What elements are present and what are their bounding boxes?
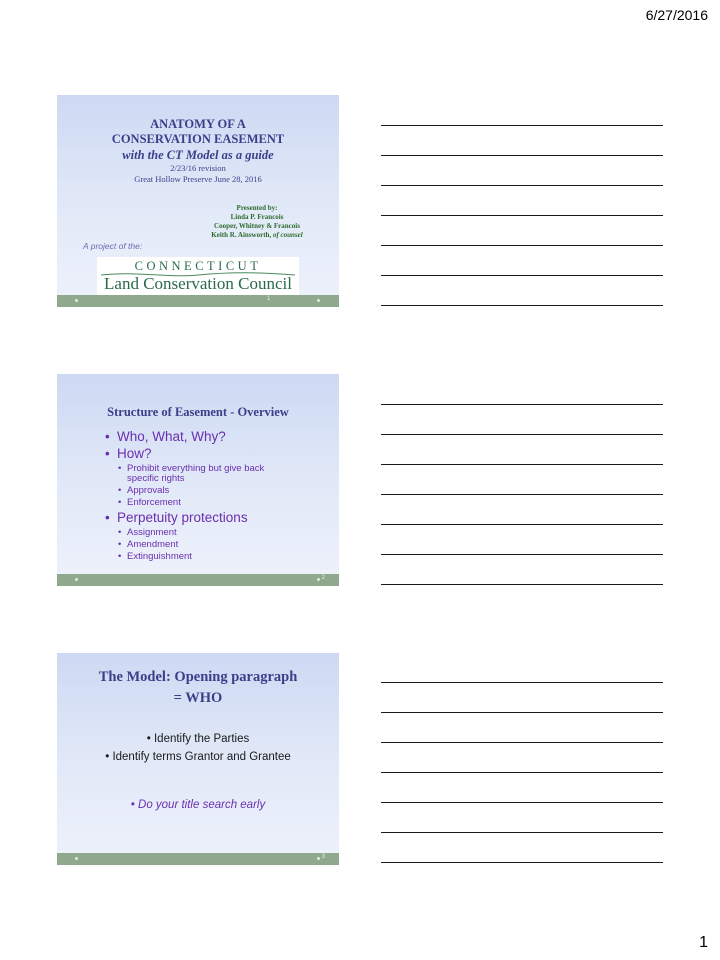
bullet-perpetuity: • Perpetuity protections bbox=[117, 510, 248, 525]
project-of-label: A project of the: bbox=[83, 241, 143, 251]
note-line bbox=[381, 584, 663, 585]
header-date: 6/27/2016 bbox=[645, 7, 708, 23]
slide-2-number: 2 bbox=[321, 575, 325, 581]
slide-3 bbox=[57, 653, 339, 865]
slide-3-bullet-terms-text: Identify terms Grantor and Grantee bbox=[112, 751, 291, 763]
sub-bullet-prohibit: • Prohibit everything but give back specific rights bbox=[127, 464, 277, 484]
sub-bullet-assignment: • Assignment bbox=[127, 528, 177, 538]
note-line bbox=[381, 305, 663, 306]
sub-bullet-amendment: • Amendment bbox=[127, 540, 178, 550]
slide-1-title-line-2: CONSERVATION EASEMENT bbox=[111, 132, 285, 146]
note-line bbox=[381, 245, 663, 246]
slide-3-title-line-2: = WHO bbox=[173, 690, 223, 706]
footer-dot-right bbox=[317, 299, 320, 302]
slide-1-title-line-1: ANATOMY OF A bbox=[150, 117, 246, 131]
sub-bullet-enforcement: • Enforcement bbox=[127, 498, 181, 508]
footer-dot-right bbox=[317, 578, 320, 581]
note-line bbox=[381, 125, 663, 126]
slide-3-bullet-parties: • Identify the Parties bbox=[146, 733, 250, 745]
slide-1-event: Great Hollow Preserve June 28, 2016 bbox=[134, 174, 262, 184]
logo-line-2: Land Conservation Council bbox=[104, 274, 292, 293]
slide-1 bbox=[57, 95, 339, 307]
slide-1-title-line-3: with the CT Model as a guide bbox=[122, 148, 274, 162]
page-number: 1 bbox=[699, 934, 708, 951]
note-line bbox=[381, 185, 663, 186]
slide-3-number: 3 bbox=[321, 854, 325, 860]
slide-1-number: 1 bbox=[267, 296, 271, 302]
note-line bbox=[381, 404, 663, 405]
note-line bbox=[381, 434, 663, 435]
slide-3-title-line-1: The Model: Opening paragraph bbox=[98, 669, 298, 685]
sub-bullet-extinguishment: • Extinguishment bbox=[127, 552, 192, 562]
footer-dot-right bbox=[317, 857, 320, 860]
note-line bbox=[381, 802, 663, 803]
logo-line-1: CONNECTICUT bbox=[134, 259, 262, 273]
slide-2-title: Structure of Easement - Overview bbox=[107, 405, 289, 419]
note-line bbox=[381, 862, 663, 863]
slide-2-footer bbox=[57, 574, 339, 586]
footer-dot-left bbox=[75, 299, 78, 302]
presenter-firm: Cooper, Whitney & Francois bbox=[214, 222, 300, 230]
slide-3-bullet-terms: • Identify terms Grantor and Grantee bbox=[105, 751, 291, 763]
note-line bbox=[381, 712, 663, 713]
note-line bbox=[381, 464, 663, 465]
bullet-who-what-why: • Who, What, Why? bbox=[117, 429, 226, 444]
presenter-2: Keith R. Ainsworth, bbox=[211, 231, 272, 239]
sub-bullet-approvals: • Approvals bbox=[127, 486, 169, 496]
note-line bbox=[381, 155, 663, 156]
note-line bbox=[381, 682, 663, 683]
note-line bbox=[381, 742, 663, 743]
presenter-1: Linda P. Francois bbox=[230, 213, 284, 221]
note-line bbox=[381, 275, 663, 276]
slide-3-footer bbox=[57, 853, 339, 865]
footer-dot-left bbox=[75, 857, 78, 860]
note-line bbox=[381, 832, 663, 833]
slide-3-bullet-title-search-text: Do your title search early bbox=[138, 799, 266, 811]
footer-dot-left bbox=[75, 578, 78, 581]
slide-2 bbox=[57, 374, 339, 586]
presenter-2-line bbox=[197, 231, 317, 241]
slide-3-bullet-title-search: • Do your title search early bbox=[130, 799, 266, 811]
slide-1-footer bbox=[57, 295, 339, 307]
note-line bbox=[381, 215, 663, 216]
note-line bbox=[381, 494, 663, 495]
slide-1-revision: 2/23/16 revision bbox=[170, 163, 226, 173]
presented-by-label: Presented by: bbox=[236, 204, 278, 212]
note-line bbox=[381, 772, 663, 773]
slide-3-bullet-parties-text: Identify the Parties bbox=[153, 733, 250, 745]
bullet-how: • How? bbox=[117, 446, 152, 461]
note-line bbox=[381, 524, 663, 525]
presenter-2-role: of counsel bbox=[272, 231, 303, 239]
clcc-logo bbox=[97, 257, 299, 297]
note-line bbox=[381, 554, 663, 555]
